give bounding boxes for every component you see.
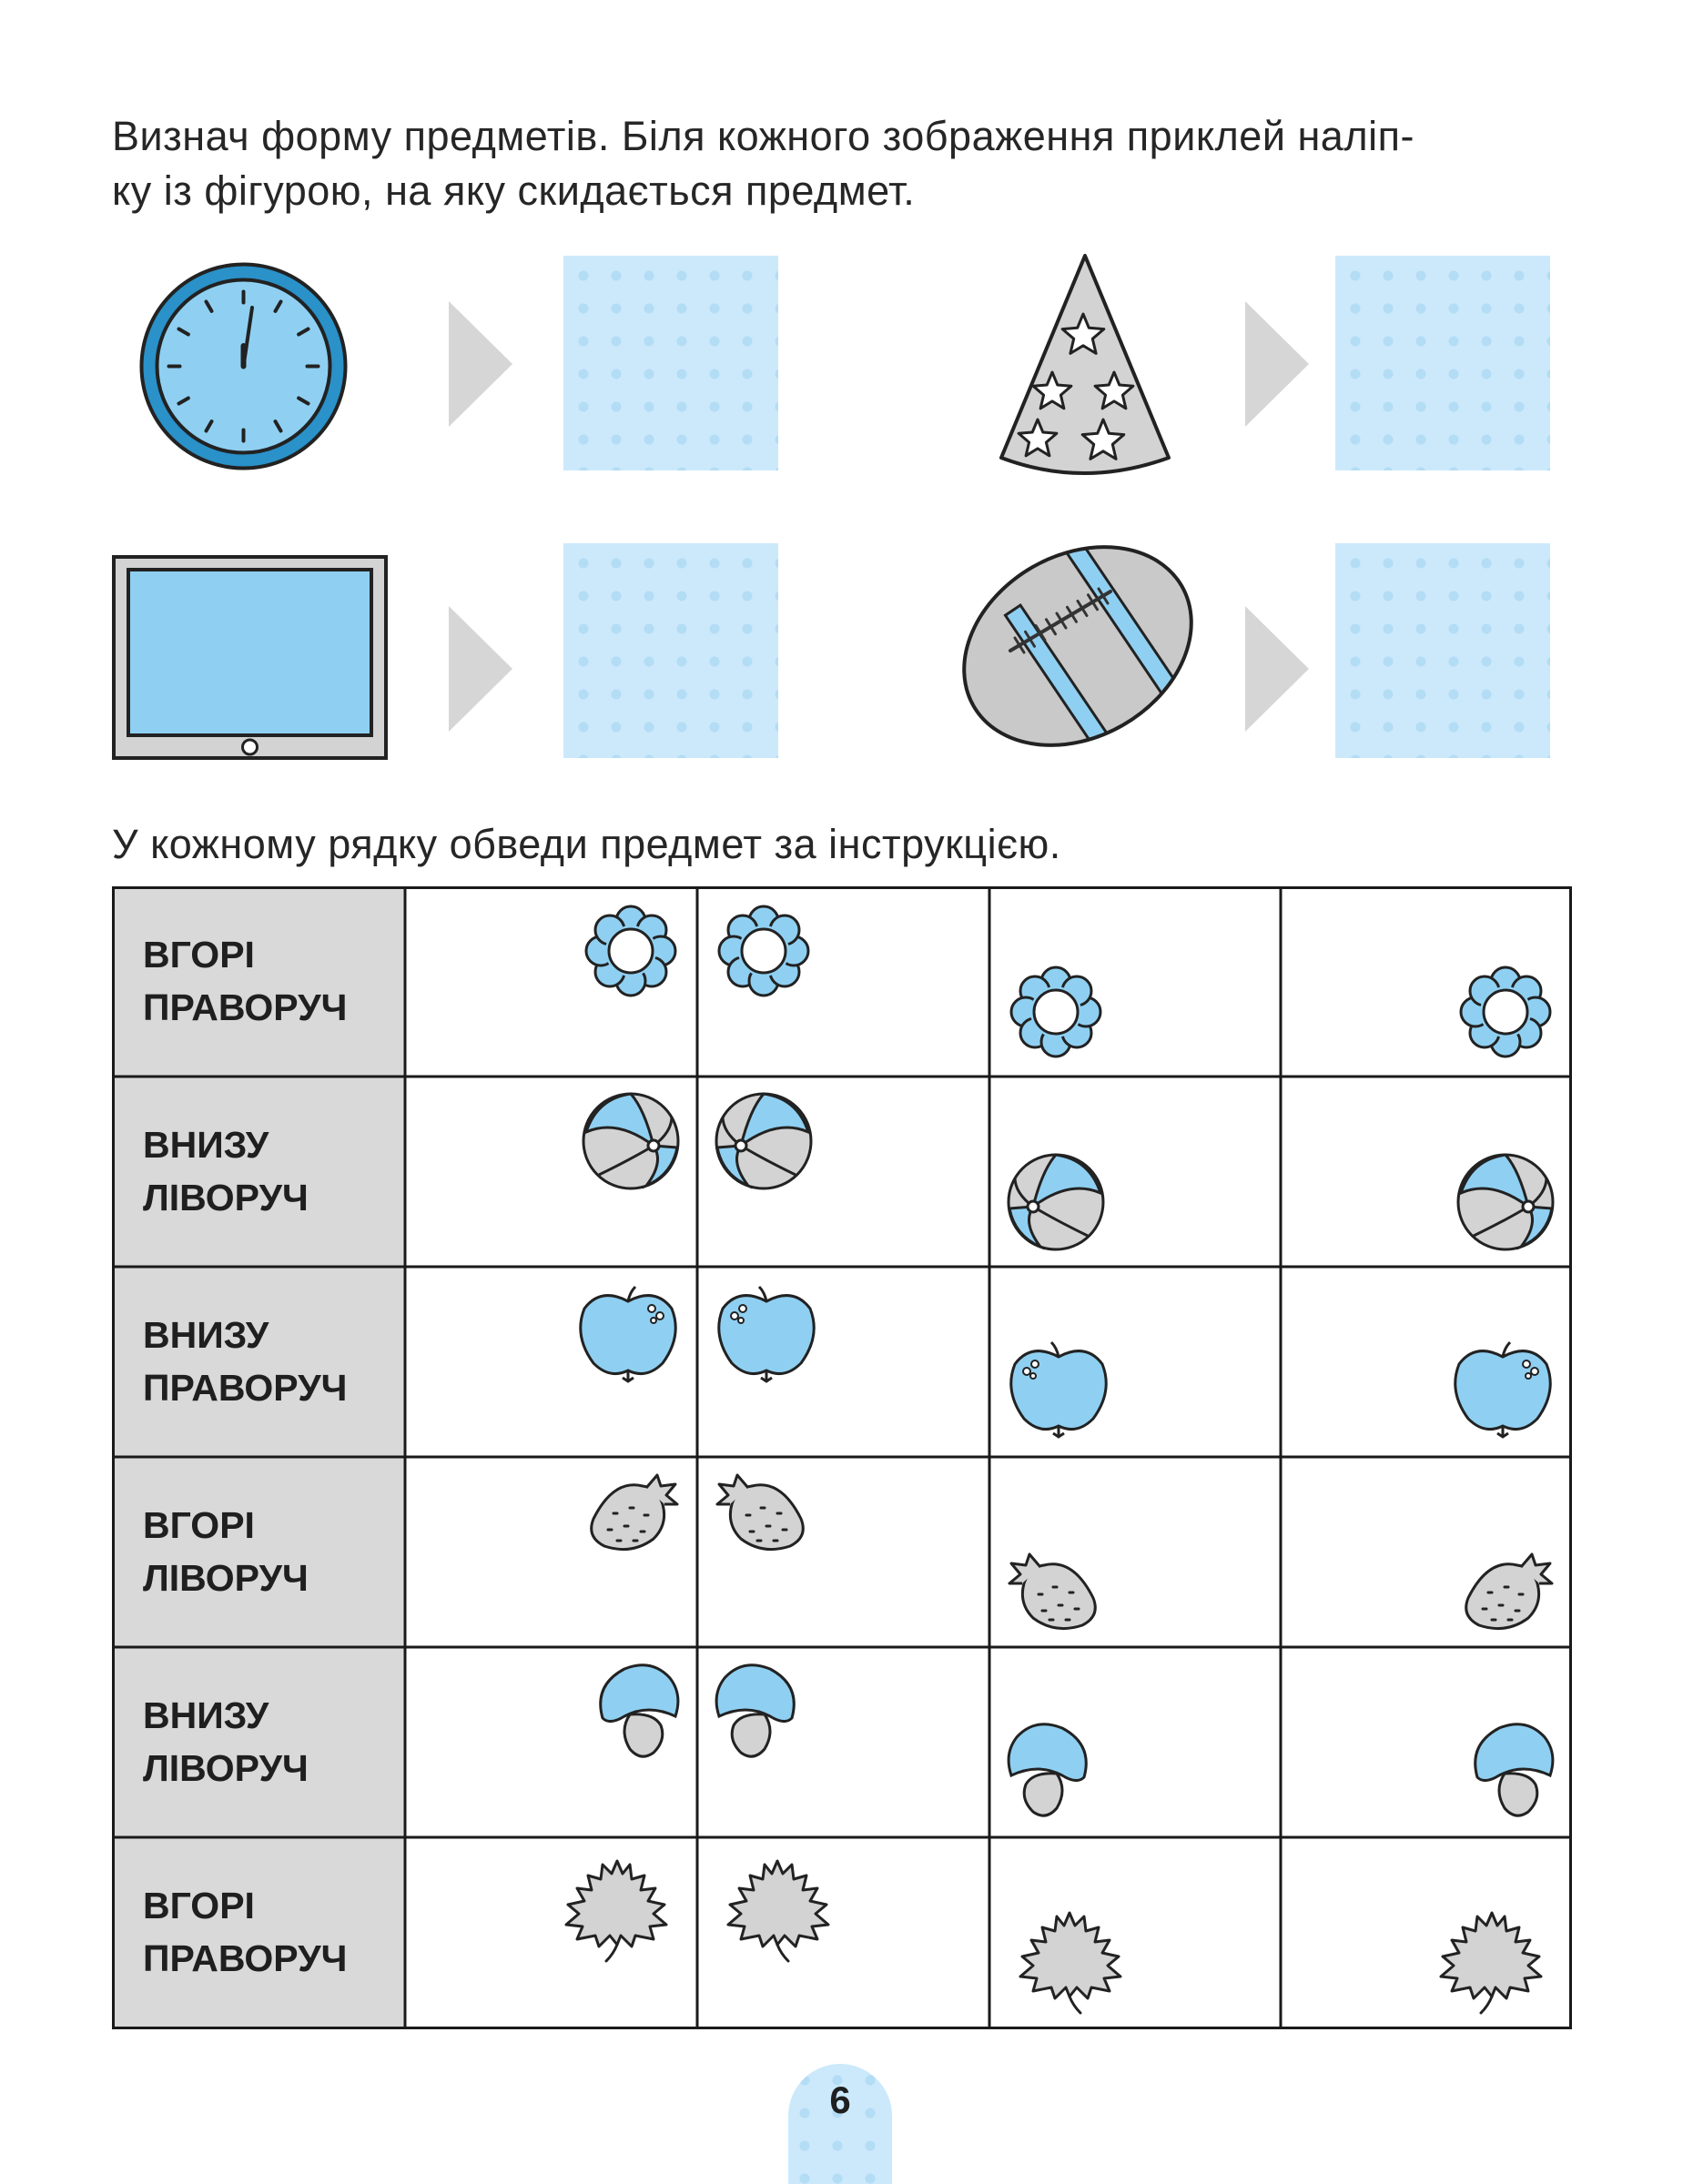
row-label-line2: ЛІВОРУЧ bbox=[143, 1177, 309, 1218]
row-label-line2: ПРАВОРУЧ bbox=[143, 1937, 348, 1979]
apple-icon[interactable] bbox=[1450, 1337, 1556, 1442]
task2-instruction: У кожному рядку обведи предмет за інструкцією. bbox=[112, 821, 1061, 867]
arrow-right-icon bbox=[1245, 606, 1309, 732]
maple-leaf-icon[interactable] bbox=[1437, 1904, 1556, 2015]
maple-leaf-icon[interactable] bbox=[563, 1852, 681, 1963]
flower-icon[interactable] bbox=[714, 901, 814, 1001]
row-label-line2: ПРАВОРУЧ bbox=[143, 1367, 348, 1409]
sticker-placeholder[interactable] bbox=[563, 543, 778, 758]
beach-ball-icon[interactable] bbox=[1006, 1152, 1106, 1252]
party-hat-icon bbox=[996, 250, 1172, 482]
arrow-right-icon bbox=[449, 301, 512, 427]
clock-icon bbox=[137, 259, 350, 473]
apple-icon[interactable] bbox=[1006, 1337, 1111, 1442]
row-label bbox=[143, 1879, 347, 1985]
mushroom-icon[interactable] bbox=[714, 1662, 801, 1764]
apple-icon[interactable] bbox=[575, 1281, 681, 1387]
mushroom-icon[interactable] bbox=[1006, 1721, 1093, 1823]
strawberry-icon[interactable] bbox=[1006, 1551, 1100, 1633]
sticker-placeholder[interactable] bbox=[563, 256, 778, 470]
strawberry-icon[interactable] bbox=[714, 1471, 808, 1553]
row-label-line1: ВГОРІ bbox=[143, 1504, 255, 1546]
mushroom-icon[interactable] bbox=[1468, 1721, 1556, 1823]
beach-ball-icon[interactable] bbox=[714, 1091, 814, 1191]
tv-screen-icon bbox=[112, 555, 388, 760]
row-label-line2: ПРАВОРУЧ bbox=[143, 986, 348, 1028]
arrow-right-icon bbox=[1245, 301, 1309, 427]
page-number-tab bbox=[788, 2064, 892, 2184]
page-number: 6 bbox=[829, 2078, 851, 2121]
row-label bbox=[143, 1499, 309, 1604]
arrow-right-icon bbox=[449, 606, 512, 732]
strawberry-icon[interactable] bbox=[586, 1471, 681, 1553]
sticker-placeholder[interactable] bbox=[1335, 256, 1550, 470]
instruction-table bbox=[112, 886, 1572, 2029]
flower-icon[interactable] bbox=[1006, 962, 1106, 1062]
task1-instruction-line2: ку із фігурою, на яку скидається предмет. bbox=[112, 167, 916, 214]
mushroom-icon[interactable] bbox=[593, 1662, 681, 1764]
maple-leaf-icon[interactable] bbox=[714, 1852, 832, 1963]
row-label-line1: ВГОРІ bbox=[143, 1885, 255, 1926]
row-label-line2: ЛІВОРУЧ bbox=[143, 1557, 309, 1599]
row-label bbox=[143, 1309, 347, 1414]
row-label-line1: ВНИЗУ bbox=[143, 1694, 269, 1736]
maple-leaf-icon[interactable] bbox=[1006, 1904, 1124, 2015]
row-label-line1: ВНИЗУ bbox=[143, 1124, 269, 1166]
beach-ball-icon[interactable] bbox=[1455, 1152, 1556, 1252]
beach-ball-icon[interactable] bbox=[581, 1091, 681, 1191]
sticker-placeholder[interactable] bbox=[1335, 543, 1550, 758]
flower-icon[interactable] bbox=[1455, 962, 1556, 1062]
row-label bbox=[143, 928, 347, 1034]
row-label-line1: ВНИЗУ bbox=[143, 1314, 269, 1356]
row-label-line1: ВГОРІ bbox=[143, 934, 255, 976]
apple-icon[interactable] bbox=[714, 1281, 819, 1387]
strawberry-icon[interactable] bbox=[1461, 1551, 1556, 1633]
row-label bbox=[143, 1689, 309, 1795]
row-label-line2: ЛІВОРУЧ bbox=[143, 1747, 309, 1789]
row-label bbox=[143, 1118, 309, 1224]
task1-instruction-line1: Визнач форму предметів. Біля кожного зображення приклей наліп- bbox=[112, 113, 1414, 159]
rugby-ball-icon bbox=[954, 537, 1201, 755]
flower-icon[interactable] bbox=[581, 901, 681, 1001]
task1-instruction bbox=[112, 109, 1414, 218]
